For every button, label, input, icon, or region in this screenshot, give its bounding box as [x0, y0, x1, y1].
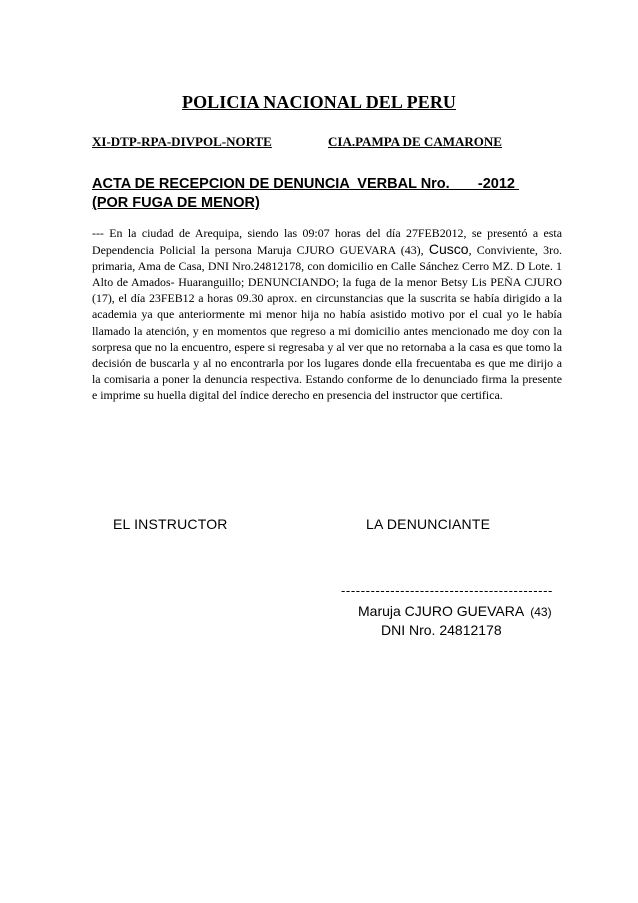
complaint-city: Cusco [428, 241, 469, 258]
complainant-name: Maruja CJURO GUEVARA [358, 603, 525, 619]
complainant-age: (43) [530, 605, 552, 619]
complainant-dni: DNI Nro. 24812178 [381, 622, 502, 638]
complainant-name-block [358, 603, 552, 619]
complaint-body [92, 225, 562, 403]
police-unit-code: XI-DTP-RPA-DIVPOL-NORTE [92, 134, 272, 149]
police-station-name: CIA.PAMPA DE CAMARONE [328, 134, 502, 149]
page-title: POLICIA NACIONAL DEL PERU [181, 92, 457, 112]
acta-subtitle: (POR FUGA DE MENOR) [92, 195, 260, 211]
complainant-label: LA DENUNCIANTE [366, 516, 491, 532]
signature-line: ------------------------------------------- [341, 583, 553, 598]
instructor-label: EL INSTRUCTOR [113, 516, 228, 532]
complaint-text-part2: , Conviviente, 3ro. primaria, Ama de Casa, DNI Nro.24812178, con domicilio en Calle Sánchez Cerro MZ. D Lote. 1 Alto de Amados- Huaranguillo; DENUNCIANDO; la fuga de la menor Betsy Lis PEÑA CJURO (17), el día 23FEB12 a horas 09.30 aprox. en circunstancias que la suscrita se había dirigido a la academia ya que anteriormente mi menor hija no había asistido motivo por el cual yo le había llamado la atención, y en momentos que regreso a mi domicilio antes mencionado me doy con la sorpresa que no la encuentro, espere si regresaba y al ver que no retornaba a la casa es que tomo la decisión de buscarla y al no encontrarla por los lugares donde ella frecuentaba es que me dirijo a la comisaria a poner la denuncia respectiva. Estando conforme de lo denunciado firma la presente e imprime su huella digital del índice derecho en presencia del instructor que certifica. [92, 243, 563, 402]
complaint-text-part1: --- En la ciudad de Arequipa, siendo las 09:07 horas del día 27FEB2012, se presentó a esta Dependencia Policial la persona Maruja CJURO GUEVARA (43), [92, 226, 562, 258]
acta-title: ACTA DE RECEPCION DE DENUNCIA VERBAL Nro. -2012 [92, 176, 520, 192]
